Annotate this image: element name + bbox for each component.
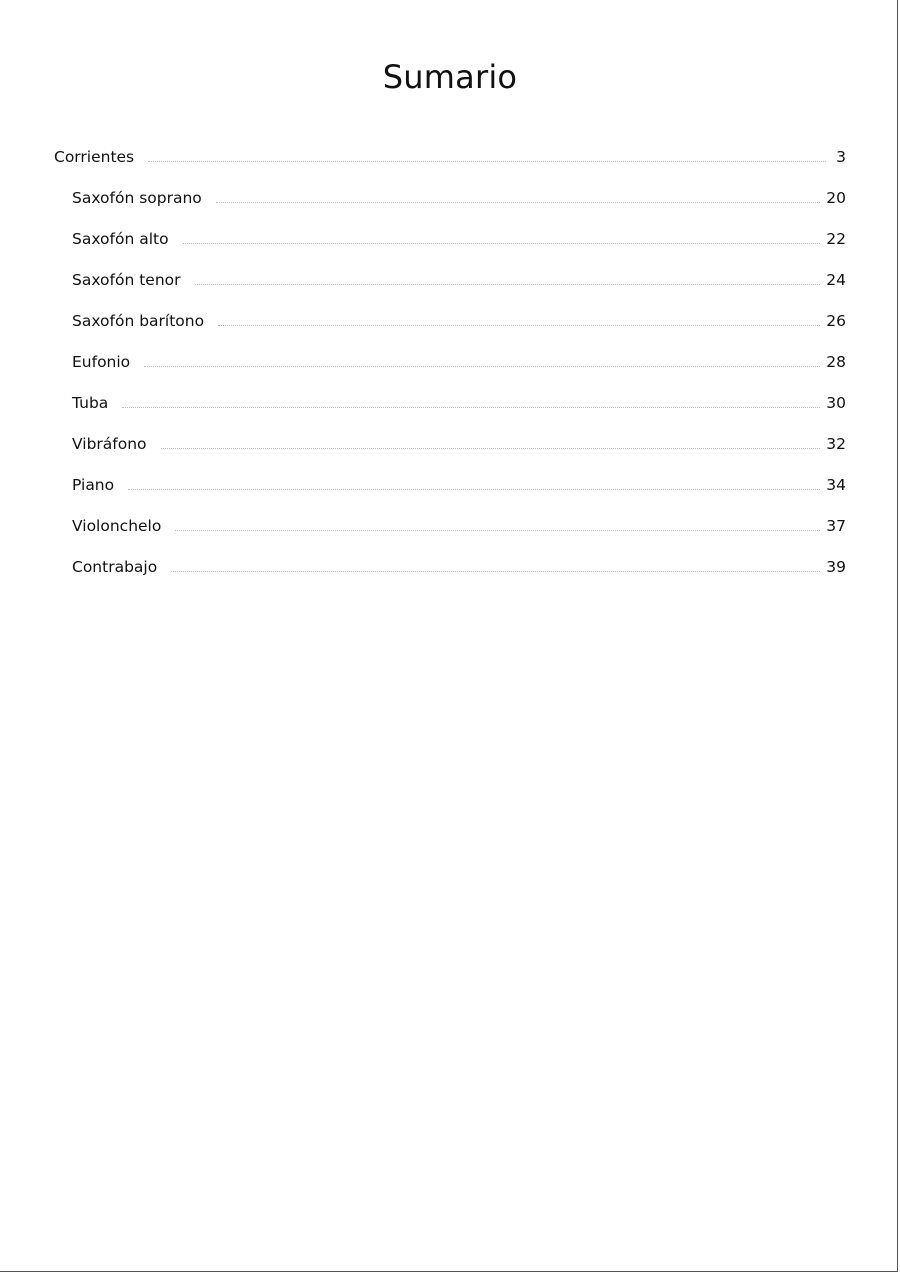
toc-dot-leader (216, 202, 820, 203)
toc-page-number: 30 (826, 393, 846, 412)
toc-entry-vibrafono[interactable] (0, 423, 900, 464)
toc-page-number: 32 (826, 434, 846, 453)
toc-dot-leader (171, 571, 820, 572)
toc-page-number: 3 (836, 147, 846, 166)
toc-page-number: 28 (826, 352, 846, 371)
toc-entry-saxofon-soprano[interactable] (0, 177, 900, 218)
toc-entry-title: Piano (72, 475, 115, 494)
toc-page-number: 34 (826, 475, 846, 494)
toc-entry-title: Saxofón alto (72, 229, 169, 248)
toc-dot-leader (148, 161, 826, 162)
toc-dot-leader (195, 284, 821, 285)
table-of-contents (0, 136, 900, 587)
toc-dot-leader (144, 366, 820, 367)
toc-entry-tuba[interactable] (0, 382, 900, 423)
toc-page-number: 24 (826, 270, 846, 289)
toc-entry-title: Violonchelo (72, 516, 162, 535)
toc-dot-leader (218, 325, 820, 326)
toc-entry-title: Eufonio (72, 352, 131, 371)
toc-page-number: 26 (826, 311, 846, 330)
toc-entry-title: Contrabajo (72, 557, 158, 576)
toc-entry-contrabajo[interactable] (0, 546, 900, 587)
toc-dot-leader (122, 407, 820, 408)
toc-entry-violonchelo[interactable] (0, 505, 900, 546)
toc-dot-leader (175, 530, 820, 531)
toc-entry-eufonio[interactable] (0, 341, 900, 382)
toc-page-number: 37 (826, 516, 846, 535)
toc-entry-title: Saxofón soprano (72, 188, 202, 207)
toc-page-number: 20 (826, 188, 846, 207)
toc-entry-title: Vibráfono (72, 434, 147, 453)
toc-page-number: 39 (826, 557, 846, 576)
toc-entry-title: Saxofón tenor (72, 270, 181, 289)
toc-entry-piano[interactable] (0, 464, 900, 505)
toc-page-number: 22 (826, 229, 846, 248)
toc-dot-leader (128, 489, 820, 490)
toc-dot-leader (161, 448, 821, 449)
toc-entry-saxofon-alto[interactable] (0, 218, 900, 259)
toc-entry-saxofon-tenor[interactable] (0, 259, 900, 300)
toc-entry-title: Saxofón barítono (72, 311, 205, 330)
toc-entry-title: Tuba (72, 393, 109, 412)
toc-dot-leader (183, 243, 821, 244)
page-title: Sumario (382, 58, 518, 96)
toc-entry-title: Corrientes (54, 147, 135, 166)
toc-entry-saxofon-baritono[interactable] (0, 300, 900, 341)
toc-entry-corrientes[interactable] (0, 136, 900, 177)
